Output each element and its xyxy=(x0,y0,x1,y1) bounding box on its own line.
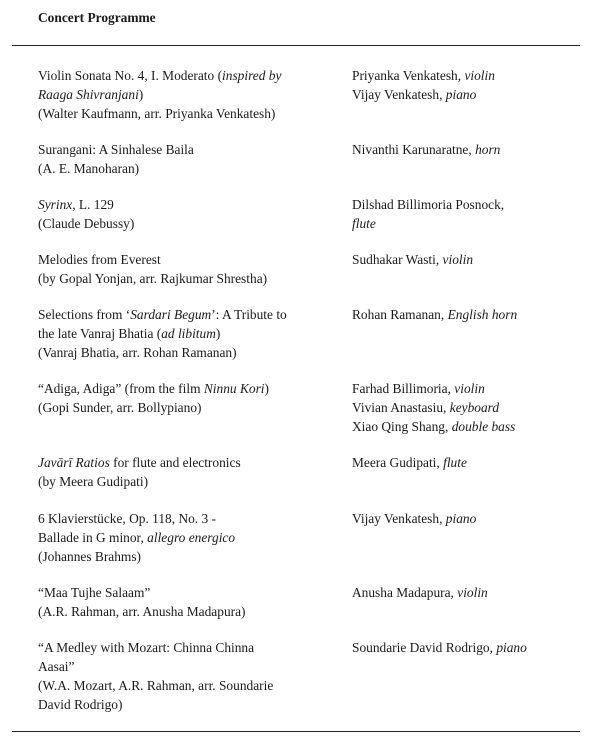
text: (A. E. Manoharan) xyxy=(38,161,140,176)
italic-text: inspired by xyxy=(222,68,282,83)
text: Vijay Venkatesh, xyxy=(352,511,446,526)
work-title xyxy=(38,453,338,491)
performers xyxy=(352,195,592,233)
text: Selections from ‘ xyxy=(38,307,131,322)
work-title xyxy=(38,140,338,178)
italic-text: piano xyxy=(496,640,527,655)
text-line xyxy=(38,379,338,398)
text: (Johannes Brahms) xyxy=(38,549,142,564)
text-line xyxy=(38,66,338,85)
text-line xyxy=(38,453,338,472)
text-line xyxy=(352,140,592,159)
italic-text: flute xyxy=(443,455,467,470)
text-line xyxy=(38,324,338,343)
text: (Gopi Sunder, arr. Bollypiano) xyxy=(38,400,202,415)
text-line xyxy=(352,583,592,602)
text-line xyxy=(352,214,592,233)
performers xyxy=(352,453,592,472)
work-title xyxy=(38,583,338,621)
text: Sudhakar Wasti, xyxy=(352,252,443,267)
text: Surangani: A Sinhalese Baila xyxy=(38,142,194,157)
text-line xyxy=(352,250,592,269)
italic-text: violin xyxy=(454,381,485,396)
text: (by Gopal Yonjan, arr. Rajkumar Shrestha) xyxy=(38,271,268,286)
italic-text: Syrinx xyxy=(38,197,73,212)
italic-text: violin xyxy=(442,252,474,267)
text: Nivanthi Karunaratne, xyxy=(352,142,476,157)
text: (Claude Debussy) xyxy=(38,216,135,231)
work-title xyxy=(38,66,338,123)
text: the late Vanraj Bhatia ( xyxy=(38,326,162,341)
italic-text: violin xyxy=(464,68,495,83)
text-line xyxy=(38,104,338,123)
work-title xyxy=(38,195,338,233)
text: Priyanka Venkatesh, xyxy=(352,68,465,83)
text: Melodies from Everest xyxy=(38,252,161,267)
text: Soundarie David Rodrigo, xyxy=(352,640,497,655)
text: Ballade in G minor, xyxy=(38,530,148,545)
text-line xyxy=(38,528,338,547)
italic-text: Ninnu Kori xyxy=(203,381,265,396)
text-line xyxy=(352,379,592,398)
italic-text: Sardari Begum xyxy=(130,307,212,322)
text-line xyxy=(38,602,338,621)
work-title xyxy=(38,305,338,362)
text-line xyxy=(38,547,338,566)
text: 6 Klavierstücke, Op. 118, No. 3 - xyxy=(38,511,217,526)
text-line xyxy=(352,638,592,657)
performers xyxy=(352,66,592,104)
programme-title: Concert Programme xyxy=(38,10,156,25)
performers xyxy=(352,250,592,269)
top-divider xyxy=(12,45,580,46)
text: Xiao Qing Shang, xyxy=(352,419,452,434)
text-line xyxy=(352,453,592,472)
text-line xyxy=(352,417,592,436)
performers xyxy=(352,305,592,324)
text: ) xyxy=(138,87,144,102)
italic-text: ad libitum xyxy=(161,326,216,341)
performers xyxy=(352,140,592,159)
performers xyxy=(352,379,592,436)
text-line xyxy=(38,269,338,288)
italic-text: double bass xyxy=(451,419,516,434)
text-line xyxy=(38,159,338,178)
text: (Vanraj Bhatia, arr. Rohan Ramanan) xyxy=(38,345,237,360)
text: ’: A Tribute to xyxy=(211,307,287,322)
text-line xyxy=(38,140,338,159)
text: “A Medley with Mozart: Chinna Chinna xyxy=(38,640,255,655)
text-line xyxy=(38,676,338,695)
work-title xyxy=(38,250,338,288)
performers xyxy=(352,583,592,602)
performers xyxy=(352,509,592,528)
text-line xyxy=(352,195,592,214)
text: (Walter Kaufmann, arr. Priyanka Venkatesh) xyxy=(38,106,276,121)
text-line xyxy=(352,398,592,417)
text: (by Meera Gudipati) xyxy=(38,474,149,489)
italic-text: piano xyxy=(445,511,477,526)
text: , L. 129 xyxy=(72,197,114,212)
text-line xyxy=(38,85,338,104)
text-line xyxy=(38,509,338,528)
text: David Rodrigo) xyxy=(38,697,123,712)
text-line xyxy=(352,509,592,528)
text-line xyxy=(38,305,338,324)
text: Farhad Billimoria, xyxy=(352,381,455,396)
text-line xyxy=(352,305,592,324)
text: Aasai” xyxy=(38,659,75,674)
text: Vijay Venkatesh, xyxy=(352,87,446,102)
italic-text: flute xyxy=(352,216,376,231)
italic-text: Raaga Shivranjani xyxy=(38,87,139,102)
text: Violin Sonata No. 4, I. Moderato ( xyxy=(38,68,223,83)
work-title xyxy=(38,379,338,417)
text-line xyxy=(38,472,338,491)
italic-text: piano xyxy=(445,87,477,102)
text-line xyxy=(38,583,338,602)
text: Rohan Ramanan, xyxy=(352,307,448,322)
text-line xyxy=(38,695,338,714)
text-line xyxy=(352,85,592,104)
text-line xyxy=(38,343,338,362)
text-line xyxy=(38,250,338,269)
text-line xyxy=(38,638,338,657)
italic-text: English horn xyxy=(447,307,518,322)
text-line xyxy=(38,195,338,214)
italic-text: Javārī Ratios xyxy=(38,455,110,470)
italic-text: horn xyxy=(475,142,501,157)
work-title xyxy=(38,509,338,566)
text: (A.R. Rahman, arr. Anusha Madapura) xyxy=(38,604,246,619)
italic-text: allegro energico xyxy=(147,530,236,545)
text: Anusha Madapura, xyxy=(352,585,458,600)
text-line xyxy=(352,66,592,85)
performers xyxy=(352,638,592,657)
text: ) xyxy=(264,381,269,396)
text-line xyxy=(38,398,338,417)
italic-text: keyboard xyxy=(449,400,500,415)
text: Vivian Anastasiu, xyxy=(352,400,450,415)
text: Meera Gudipati, xyxy=(352,455,444,470)
italic-text: violin xyxy=(457,585,488,600)
text: Dilshad Billimoria Posnock, xyxy=(352,197,505,212)
text: ) xyxy=(215,326,221,341)
text-line xyxy=(38,214,338,233)
text: (W.A. Mozart, A.R. Rahman, arr. Soundarie xyxy=(38,678,274,693)
text: “Maa Tujhe Salaam” xyxy=(38,585,151,600)
bottom-divider xyxy=(12,731,580,732)
text: for flute and electronics xyxy=(109,455,241,470)
text-line xyxy=(38,657,338,676)
text: “Adiga, Adiga” (from the film xyxy=(38,381,204,396)
work-title xyxy=(38,638,338,714)
